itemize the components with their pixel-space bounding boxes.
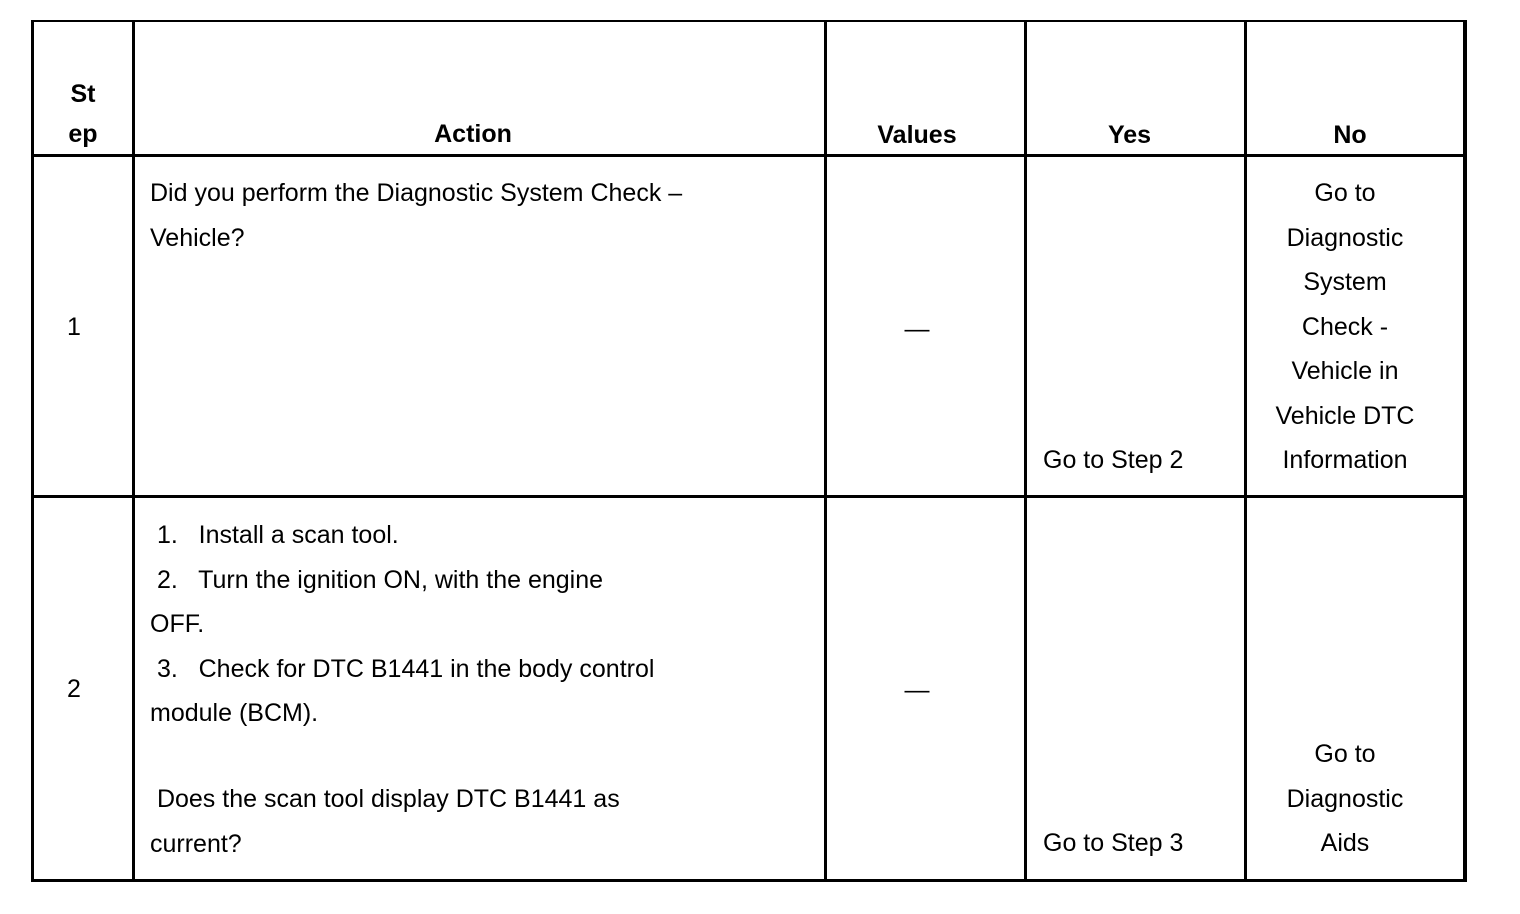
header-no: No bbox=[1333, 121, 1367, 149]
row2-question: Does the scan tool display DTC B1441 as current? bbox=[150, 785, 620, 858]
header-step: St ep bbox=[68, 80, 98, 148]
diagnostic-table bbox=[31, 20, 1467, 882]
row1-no: Go to Diagnostic System Check - Vehicle in Vehicle DTC Information bbox=[1275, 179, 1415, 474]
table-border-right bbox=[1463, 20, 1467, 882]
row1-action: Did you perform the Diagnostic System Check – Vehicle? bbox=[150, 179, 683, 252]
table-border-bottom bbox=[31, 879, 1467, 882]
row1-yes: Go to Step 2 bbox=[1043, 446, 1184, 474]
row2-step: 2 bbox=[67, 675, 81, 703]
header-action: Action bbox=[434, 120, 512, 148]
header-values: Values bbox=[877, 121, 957, 149]
row1-step: 1 bbox=[67, 313, 81, 341]
row1-values: — bbox=[904, 315, 930, 343]
row-divider bbox=[31, 495, 1467, 498]
row2-values: — bbox=[904, 676, 930, 704]
row2-yes: Go to Step 3 bbox=[1043, 829, 1184, 857]
row2-no: Go to Diagnostic Aids bbox=[1286, 740, 1404, 857]
table-border-top bbox=[31, 20, 1467, 22]
header-yes: Yes bbox=[1107, 121, 1152, 149]
row2-action: 1. Install a scan tool. 2. Turn the ignition ON, with the engine OFF. 3. Check for DTC B1441 in the body control module (BCM). bbox=[150, 521, 655, 727]
